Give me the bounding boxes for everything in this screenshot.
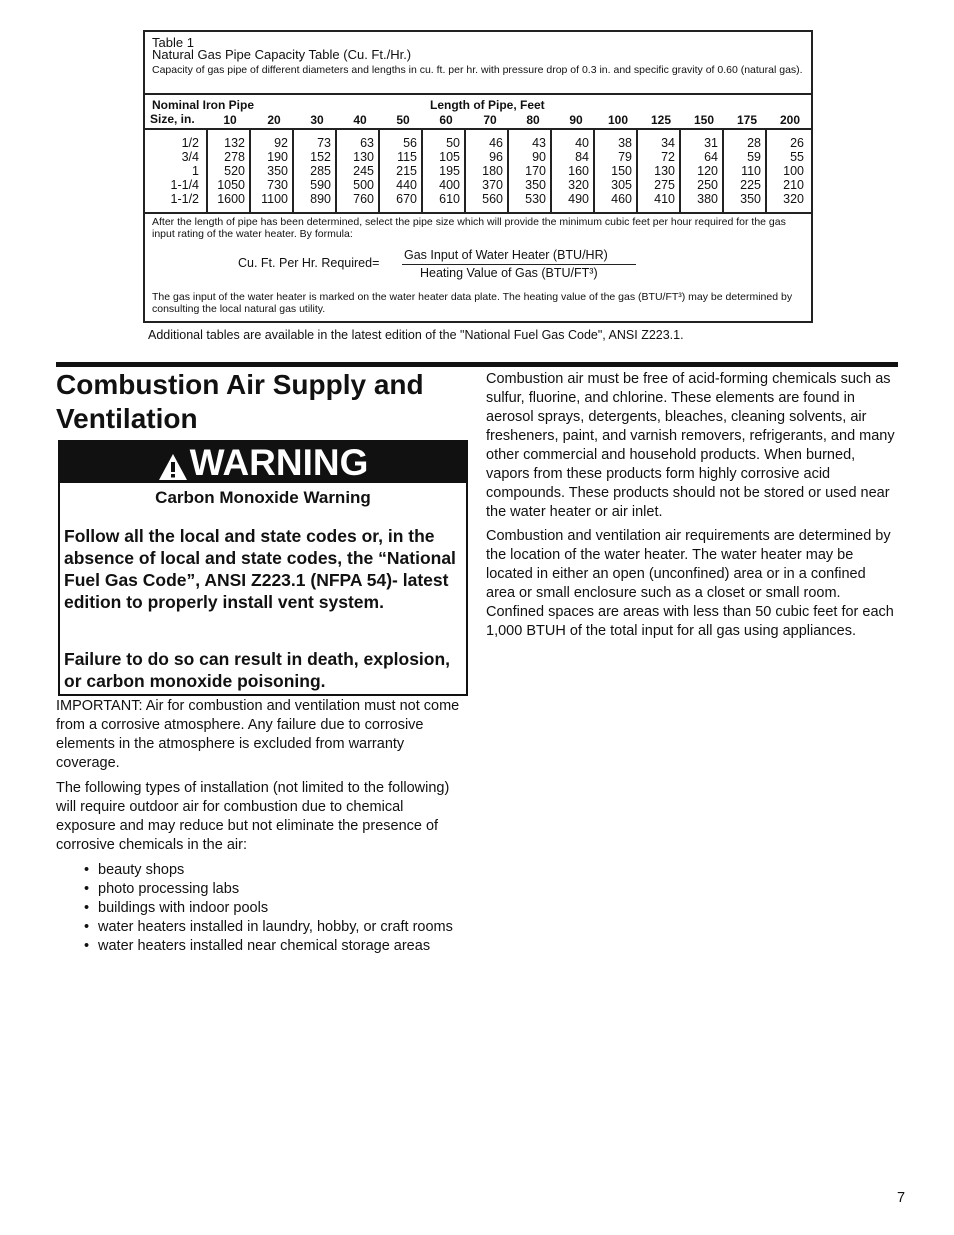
column-divider xyxy=(765,128,767,212)
list-item-text: water heaters installed near chemical storage areas xyxy=(98,938,431,954)
table-note-selection: After the length of pipe has been determined, select the pipe size which will provide the minimum cubic feet per hour required for the gas input rating of the water heater. By formula: xyxy=(152,216,786,240)
length-label: 90 xyxy=(569,113,583,127)
length-label: 200 xyxy=(779,113,801,127)
list-item-text: beauty shops xyxy=(98,862,185,878)
warning-box xyxy=(58,440,468,696)
column-divider xyxy=(378,128,380,212)
pipe-size-header-line2: Size, in. xyxy=(150,112,195,126)
list-item xyxy=(84,880,464,899)
additional-tables-note: Additional tables are available in the latest edition of the "National Fuel Gas Code", ANSI Z223.1. xyxy=(148,328,684,342)
length-label: 60 xyxy=(439,113,453,127)
length-label: 175 xyxy=(736,113,758,127)
table-column-header xyxy=(145,93,811,130)
capacity-column: 92 190 350 730 1100 xyxy=(261,136,288,206)
table-title: Natural Gas Pipe Capacity Table (Cu. Ft./Hr.) xyxy=(152,47,412,62)
bullet: • xyxy=(84,900,90,916)
bullet: • xyxy=(84,862,90,878)
page-number: 7 xyxy=(897,1190,906,1206)
pipe-size-column: 1/2 3/4 1 1-1/4 1-1/2 xyxy=(170,136,199,206)
length-label: 80 xyxy=(526,113,540,127)
warning-title: Carbon Monoxide Warning xyxy=(155,488,371,507)
list-item xyxy=(84,937,464,956)
capacity-column: 73 152 285 590 890 xyxy=(310,136,331,206)
formula-numerator: Gas Input of Water Heater (BTU/HR) xyxy=(404,248,608,262)
capacity-column: 63 130 245 500 760 xyxy=(353,136,374,206)
important-paragraph: IMPORTANT: Air for combustion and ventilation must not come from a corrosive atmosphere. Any failure due to corrosive elements in the atmosphere is excluded from warranty coverage. xyxy=(56,698,460,771)
formula-label: Cu. Ft. Per Hr. Required= xyxy=(238,256,380,270)
table-label: Table 1 xyxy=(152,35,194,50)
list-item xyxy=(84,861,464,880)
warning-text-consequence: Failure to do so can result in death, explosion, or carbon monoxide poisoning. xyxy=(64,649,451,691)
capacity-column: 38 79 150 305 460 xyxy=(611,136,632,206)
capacity-column: 26 55 100 210 320 xyxy=(783,136,804,206)
capacity-column: 34 72 130 275 410 xyxy=(654,136,675,206)
formula-fraction-bar xyxy=(402,264,636,265)
table-description: Capacity of gas pipe of different diameters and lengths in cu. ft. per hr. with pressure drop of 0.3 in. and specific gravity of 0.60 (natural gas). xyxy=(152,64,803,76)
column-divider xyxy=(679,128,681,212)
installation-types-list xyxy=(84,861,464,956)
acid-chemicals-paragraph: Combustion air must be free of acid-forming chemicals such as sulfur, fluorine, and chlorine. These elements are found in aerosol sprays, detergents, bleaches, cleaning solvents, air fresheners, paint, and varnish removers, refrigerants, and many other commercial and household products. When burned, vapors from these products form highly corrosive acid compounds. These products should not be stored or used near the water heater or air inlet. xyxy=(486,371,895,520)
length-label: 40 xyxy=(353,113,367,127)
list-item-text: photo processing labs xyxy=(98,881,240,897)
air-requirements-paragraph: Combustion and ventilation air requirements are determined by the location of the water heater. The water heater may be located in either an open (unconfined) area or in a confined area or small enclosure such as a closet or small room. Confined spaces are areas with less than 50 cubic feet for each 1,000 BTUH of the total input for all gas using appliances. xyxy=(486,528,894,639)
capacity-column: 43 90 170 350 530 xyxy=(525,136,546,206)
warning-banner-text: WARNING xyxy=(189,442,369,483)
capacity-column: 40 84 160 320 490 xyxy=(568,136,589,206)
bullet: • xyxy=(84,938,90,954)
length-label: 150 xyxy=(693,113,715,127)
list-item xyxy=(84,899,464,918)
column-divider xyxy=(550,128,552,212)
formula-denominator: Heating Value of Gas (BTU/FT³) xyxy=(420,266,598,280)
list-item-text: water heaters installed in laundry, hobby, or craft rooms xyxy=(98,919,453,935)
column-divider xyxy=(249,128,251,212)
length-label: 30 xyxy=(310,113,324,127)
length-label: 20 xyxy=(267,113,281,127)
installation-types-paragraph: The following types of installation (not limited to the following) will require outdoor air for combustion due to chemical exposure and may reduce but not eliminate the presence of corrosive chemicals in the air: xyxy=(56,780,450,853)
length-label: 10 xyxy=(223,113,237,127)
column-divider xyxy=(507,128,509,212)
warning-text-codes: Follow all the local and state codes or, in the absence of local and state codes, the “National Fuel Gas Code”, ANSI Z223.1 (NFPA 54)- latest edition to properly install vent system. xyxy=(64,526,456,612)
bullet: • xyxy=(84,881,90,897)
column-divider xyxy=(722,128,724,212)
warning-triangle-icon xyxy=(158,448,188,490)
column-divider xyxy=(593,128,595,212)
column-divider xyxy=(636,128,638,212)
capacity-column: 46 96 180 370 560 xyxy=(482,136,503,206)
capacity-column: 50 105 195 400 610 xyxy=(439,136,460,206)
table-body xyxy=(145,128,811,214)
capacity-column: 28 59 110 225 350 xyxy=(740,136,761,206)
warning-banner xyxy=(60,442,466,483)
column-divider xyxy=(292,128,294,212)
list-item-text: buildings with indoor pools xyxy=(98,900,269,916)
column-divider xyxy=(464,128,466,212)
gas-pipe-capacity-table xyxy=(143,30,813,323)
length-label: 125 xyxy=(650,113,672,127)
length-header: Length of Pipe, Feet xyxy=(430,98,545,112)
length-label: 100 xyxy=(607,113,629,127)
section-title: Combustion Air Supply and Ventilation xyxy=(56,369,424,434)
table-note-data-plate: The gas input of the water heater is marked on the water heater data plate. The heating value of the gas (BTU/FT³) may be determined by consulting the local natural gas utility. xyxy=(152,291,793,315)
capacity-column: 31 64 120 250 380 xyxy=(697,136,718,206)
pipe-size-header-line1: Nominal Iron Pipe xyxy=(152,98,255,112)
bullet: • xyxy=(84,919,90,935)
capacity-column: 56 115 215 440 670 xyxy=(396,136,417,206)
section-divider xyxy=(56,362,898,367)
list-item xyxy=(84,918,464,937)
column-divider xyxy=(335,128,337,212)
capacity-column: 132 278 520 1050 1600 xyxy=(217,136,245,206)
length-label: 50 xyxy=(396,113,410,127)
length-label: 70 xyxy=(483,113,497,127)
column-divider xyxy=(421,128,423,212)
table-header xyxy=(145,32,811,95)
column-divider xyxy=(206,128,208,212)
